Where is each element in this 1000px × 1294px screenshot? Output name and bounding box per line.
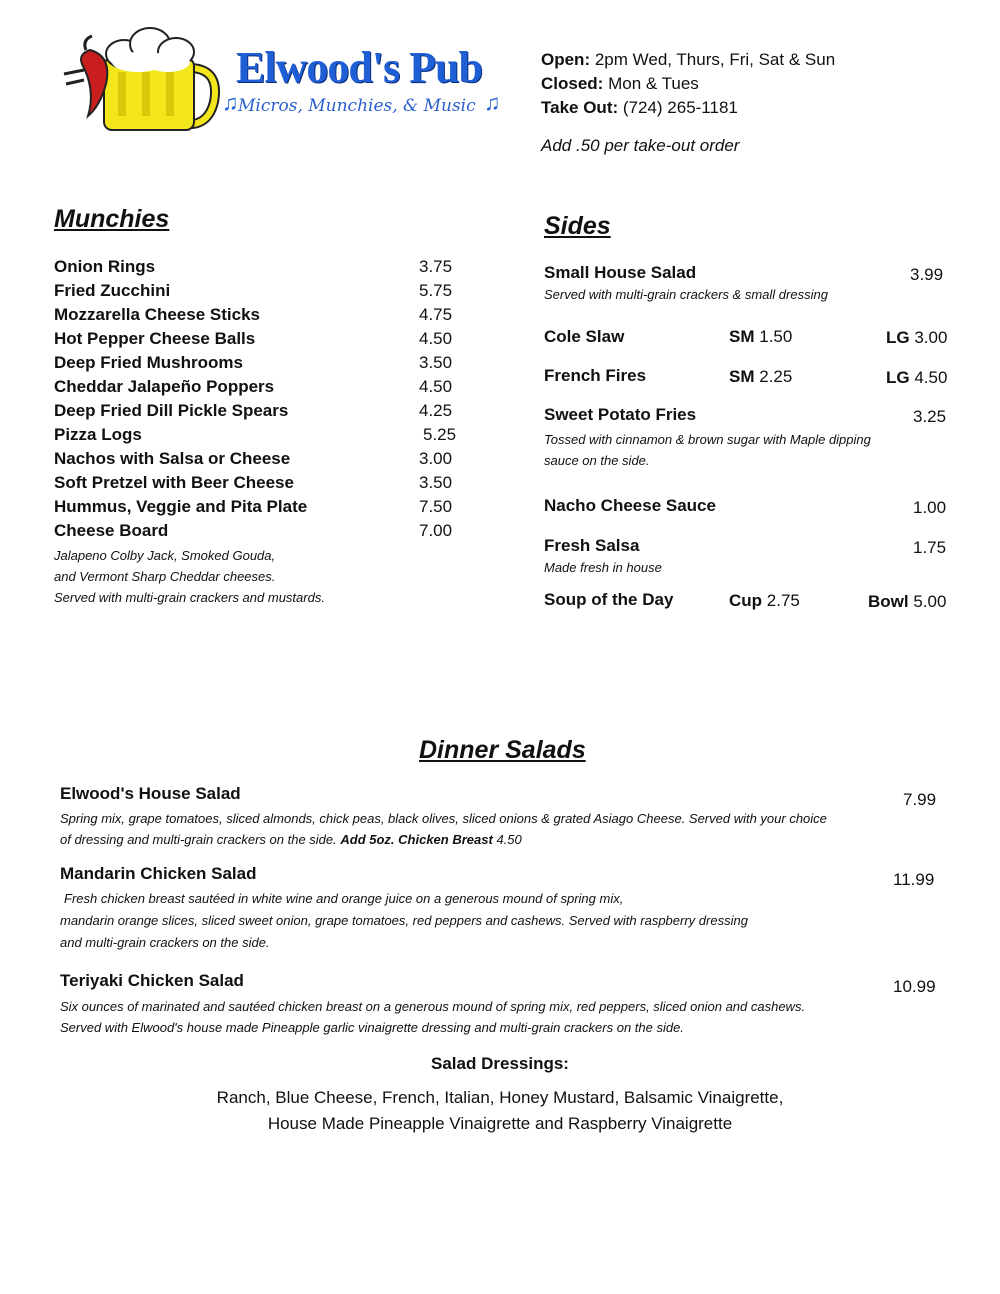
beer-mug-icon [62, 20, 222, 135]
list-item: Hummus, Veggie and Pita Plate 7.50 [54, 497, 453, 516]
list-item: Deep Fried Mushrooms 3.50 [54, 353, 453, 372]
cheese-board-description: Jalapeno Colby Jack, Smoked Gouda, and Vermont Sharp Cheddar cheeses. Served with multi-grain crackers and mustards. [54, 548, 325, 605]
dinner-salads-heading: Dinner Salads [419, 736, 586, 764]
salad-dressings-line2: House Made Pineapple Vinaigrette and Raspberry Vinaigrette [267, 1114, 733, 1133]
list-item: Nachos with Salsa or Cheese 3.00 [54, 449, 453, 468]
list-item: Deep Fried Dill Pickle Spears 4.25 [54, 401, 453, 420]
sides-heading: Sides [544, 212, 611, 240]
list-item: Onion Rings 3.75 [54, 257, 453, 276]
pub-tagline: Micros, Munchies, & Music [238, 96, 476, 116]
salad-dressings-heading: Salad Dressings: [431, 1054, 569, 1073]
list-item: Mozzarella Cheese Sticks 4.75 [54, 305, 453, 324]
salad-dressings-line1: Ranch, Blue Cheese, French, Italian, Honey Mustard, Balsamic Vinaigrette, [216, 1088, 784, 1107]
takeout-note: Add .50 per take-out order [541, 136, 740, 155]
list-item: Cheese Board 7.00 [54, 521, 453, 540]
hours-open: Open: 2pm Wed, Thurs, Fri, Sat & Sun [541, 50, 836, 69]
pub-name: Elwood's Pub [236, 43, 482, 92]
list-item: Fried Zucchini 5.75 [54, 281, 453, 300]
takeout-phone: Take Out: (724) 265-1181 [541, 98, 738, 117]
chili-pepper-icon [64, 36, 107, 116]
hours-closed: Closed: Mon & Tues [541, 74, 699, 93]
list-item: Soft Pretzel with Beer Cheese 3.50 [54, 473, 453, 492]
hours-block [541, 48, 835, 120]
music-note-icon: ♫ [222, 90, 239, 115]
munchies-heading: Munchies [54, 205, 170, 233]
list-item: Pizza Logs 5.25 [54, 425, 457, 444]
list-item: Hot Pepper Cheese Balls 4.50 [54, 329, 453, 348]
music-note-icon: ♫ [484, 90, 501, 115]
list-item: Cheddar Jalapeño Poppers 4.50 [54, 377, 453, 396]
